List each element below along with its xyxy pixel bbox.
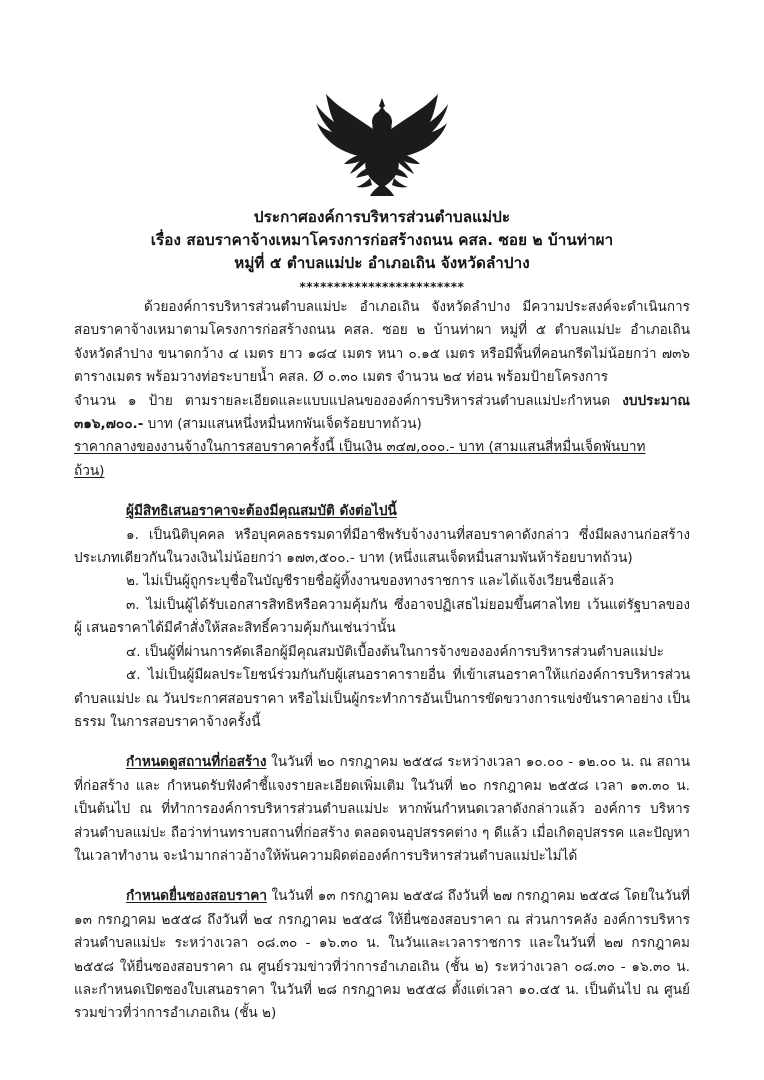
intro-line-4: ๗๓๖ ตารางเมตร พร้อมวางท่อระบายน้ำ คสล. Ø ๐.๓๐ เมตร จำนวน ๒๔ ท่อน พร้อมป้ายโครงการ (74, 345, 691, 386)
median-price-line-1: ราคากลางของงานจ้างในการสอบราคาครั้งนี้ เป็นเงิน ๓๔๗,๐๐๐.- บาท (สามแสนสี่หมื่นเจ็ดพันบาท (74, 439, 646, 456)
qualification-item-2 (74, 570, 690, 593)
site-inspection-heading: กำหนดดูสถานที่ก่อสร้าง (126, 754, 267, 771)
qualification-item-3 (74, 594, 690, 641)
submission-line-3: องค์การบริหารส่วนตำบลแม่ปะ ระหว่างเวลา ๐๘.๓๐ - ๑๖.๓๐ น. ในวันและเวลาราชการ และในวันที่ (74, 911, 690, 952)
asterisk-separator: ************************ (299, 280, 465, 294)
site-inspection-line-4: บริหารส่วนตำบลแม่ปะ ถือว่าท่านทราบสถานที่ก่อสร้าง ตลอดจนอุปสรรคต่าง ๆ ดีแล้ว เมื่อเกิดอุปสรรค (74, 801, 690, 841)
submission-line-6: เป็นต้นไป ณ ศูนย์รวมข่าวที่ว่าการอำเภอเถิน (ชั้น ๒) (74, 981, 691, 1022)
item-5-number: ๕. (126, 667, 141, 684)
submission-line-4: ๒๗ กรกฎาคม ๒๕๕๘ ให้ยื่นซองสอบราคา ณ ศูนย์รวมข่าวที่ว่าการอำเภอเถิน (ชั้น ๒) ระหว่างเวลา (74, 935, 690, 975)
budget-paragraph (74, 390, 690, 437)
item-2-number: ๒. (126, 573, 140, 590)
item-4-number: ๔. (126, 643, 141, 660)
announcement-title-line-2: เรื่อง สอบราคาจ้างเหมาโครงการก่อสร้างถนน คสล. ซอย ๒ บ้านท่าผา (150, 231, 614, 249)
site-inspection-line-1: ในวันที่ ๒๐ กรกฎาคม ๒๕๕๘ ระหว่างเวลา ๑๐.๐๐ - ๑๒.๐๐ น. (266, 754, 635, 771)
intro-line-3: จังหวัดลำปาง ขนาดกว้าง ๔ เมตร ยาว ๑๘๔ เมตร หนา ๐.๑๕ เมตร หรือมีพื้นที่คอนกรีตไม่น้อยกว่า (74, 345, 657, 362)
submission-line-1: ในวันที่ ๑๓ กรกฎาคม ๒๕๕๘ ถึงวันที่ ๒๗ กรกฎาคม ๒๕๕๘ (266, 888, 620, 905)
item-1-line-2: ประเภทเดียวกันในวงเงินไม่น้อยกว่า ๑๗๓,๕๐๐.- บาท (หนึ่งแสนเจ็ดหมื่นสามพันห้าร้อยบาทถ้วน) (74, 550, 633, 567)
item-5-line-1: ไม่เป็นผู้มีผลประโยชน์ร่วมกันกับผู้เสนอราคารายอื่น ที่เข้าเสนอราคาให้แก่องค์การบริหารส่วน (148, 667, 690, 684)
item-3-line-1: ไม่เป็นผู้ได้รับเอกสารสิทธิหรือความคุ้มกัน ซึ่งอาจปฏิเสธไม่ยอมขึ้นศาลไทย เว้นแต่รัฐบาลของผู้ (74, 596, 690, 637)
item-4-line-1: เป็นผู้ที่ผ่านการคัดเลือกผู้มีคุณสมบัติเบื้องต้นในการจ้างขององค์การบริหารส่วนตำบลแม่ปะ (144, 643, 664, 660)
site-inspection-paragraph (74, 751, 690, 868)
item-1-line-1: เป็นนิติบุคคล หรือบุคคลธรรมดาที่มีอาชีพรับจ้างงานที่สอบราคาดังกล่าว ซึ่งมีผลงานก่อสร้าง (148, 526, 690, 543)
title-block (0, 206, 764, 296)
site-inspection-line-2: ณ สถานที่ก่อสร้าง และ กำหนดรับฟังคำชี้แจงรายละเอียดเพิ่มเติม ในวันที่ ๒๐ กรกฎาคม ๒๕๕๘ เวลา (74, 754, 691, 794)
qualification-item-4 (74, 641, 690, 664)
intro-line-2: สอบราคาจ้างเหมาตามโครงการก่อสร้างถนน คสล. ซอย ๒ บ้านท่าผา หมู่ที่ ๕ ตำบลแม่ปะ อำเภอเถิน (74, 322, 690, 339)
submission-heading: กำหนดยื่นซองสอบราคา (126, 888, 267, 905)
median-price-line-2: ถ้วน) (74, 462, 105, 479)
item-3-line-2: เสนอราคาได้มีคำสั่งให้สละสิทธิ์ความคุ้มกันเช่นว่านั้น (86, 620, 396, 637)
emblem-container (0, 92, 764, 200)
qualification-item-1 (74, 524, 690, 571)
item-2-line-1: ไม่เป็นผู้ถูกระบุชื่อในบัญชีรายชื่อผู้ทิ้งงานของทางราชการ และได้แจ้งเวียนชื่อแล้ว (143, 573, 614, 590)
item-3-number: ๓. (126, 596, 140, 613)
item-5-line-2: ตำบลแม่ปะ ณ วันประกาศสอบราคา หรือไม่เป็นผู้กระทำการอันเป็นการขัดขวางการแข่งขันราคาอย่าง เป็น (74, 690, 690, 707)
budget-line-prefix: จำนวน ๑ ป้าย ตามรายละเอียดและแบบแปลนขององค์การบริหารส่วนตำบลแม่ปะกำหนด (74, 392, 623, 409)
qualification-item-5 (74, 664, 690, 734)
garuda-emblem (312, 92, 452, 196)
submission-line-2: โดยในวันที่ ๑๓ กรกฎาคม ๒๕๕๘ ถึงวันที่ ๒๔ กรกฎาคม ๒๕๕๘ ให้ยื่นซองสอบราคา ณ ส่วนการคลัง (74, 888, 690, 928)
site-inspection-line-3: ๑๓.๓๐ น. เป็นต้นไป ณ ที่ทำการองค์การบริหารส่วนตำบลแม่ปะ หากพ้นกำหนดเวลาดังกล่าวแล้ว องค์การ (74, 777, 690, 818)
site-inspection-line-5: และปัญหาในเวลาทำงาน จะนำมากล่าวอ้างให้พ้นความผิดต่อองค์การบริหารส่วนตำบลแม่ปะไม่ได้ (74, 824, 690, 864)
announcement-title-line-1: ประกาศองค์การบริหารส่วนตำบลแม่ปะ (253, 208, 511, 226)
submission-paragraph (74, 885, 690, 1025)
item-5-line-3: ธรรม ในการสอบราคาจ้างครั้งนี้ (74, 713, 261, 730)
qualifications-heading: ผู้มีสิทธิเสนอราคาจะต้องมีคุณสมบัติ ดังต่อไปนี้ (126, 503, 397, 520)
document-body (74, 296, 690, 1026)
qualifications-heading-line (74, 500, 690, 523)
intro-line-1: ด้วยองค์การบริหารส่วนตำบลแม่ปะ อำเภอเถิน จังหวัดลำปาง มีความประสงค์จะดำเนินการ (144, 299, 690, 315)
announcement-title-line-3: หมู่ที่ ๕ ตำบลแม่ปะ อำเภอเถิน จังหวัดลำปาง (234, 254, 530, 272)
budget-unit: บาท (สามแสนหนึ่งหมื่นหกพันเจ็ดร้อยบาทถ้วน) (143, 416, 422, 433)
submission-line-5: ๐๘.๓๐ - ๑๖.๓๐ น. และกำหนดเปิดซองใบเสนอราคา ในวันที่ ๒๘ กรกฎาคม ๒๕๕๘ ตั้งแต่เวลา ๑๐.๔๕ น. (74, 958, 690, 998)
intro-paragraph (74, 296, 690, 390)
budget-label: งบประมาณ (622, 392, 690, 409)
item-1-number: ๑. (126, 526, 139, 543)
budget-amount: ๓๑๖,๗๐๐.- (74, 416, 144, 433)
